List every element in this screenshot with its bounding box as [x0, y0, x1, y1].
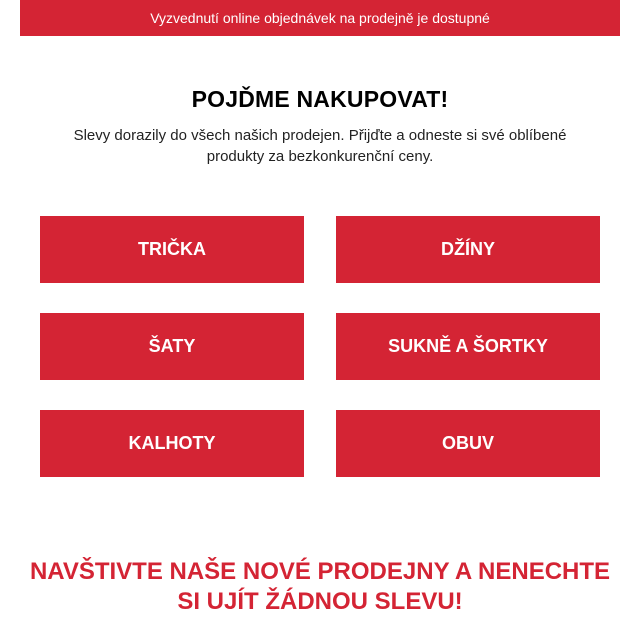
pickup-banner	[20, 0, 620, 36]
category-label: OBUV	[441, 433, 494, 453]
category-button-sukne-sortky[interactable]	[336, 313, 600, 380]
category-label: ŠATY	[148, 336, 196, 356]
pickup-banner-text: Vyzvednutí online objednávek na prodejně je dostupné	[150, 10, 490, 26]
category-button-kalhoty[interactable]	[40, 410, 304, 477]
category-button-dziny[interactable]	[336, 216, 600, 283]
category-label: SUKNĚ A ŠORTKY	[388, 336, 548, 356]
category-label: KALHOTY	[128, 433, 216, 453]
category-label: TRIČKA	[138, 239, 206, 259]
category-button-obuv[interactable]	[336, 410, 600, 477]
intro-text: Slevy dorazily do všech našich prodejen. Přijďte a odneste si své oblíbené produkty za bezkonkurenční ceny.	[73, 127, 567, 165]
page-title: POJĎME NAKUPOVAT!	[191, 86, 449, 112]
promo-heading: NAVŠTIVTE NAŠE NOVÉ PRODEJNY A NENECHTE SI UJÍT ŽÁDNOU SLEVU!	[29, 558, 611, 615]
category-label: DŽÍNY	[441, 239, 495, 259]
category-button-tricka[interactable]	[40, 216, 304, 283]
category-button-saty[interactable]	[40, 313, 304, 380]
